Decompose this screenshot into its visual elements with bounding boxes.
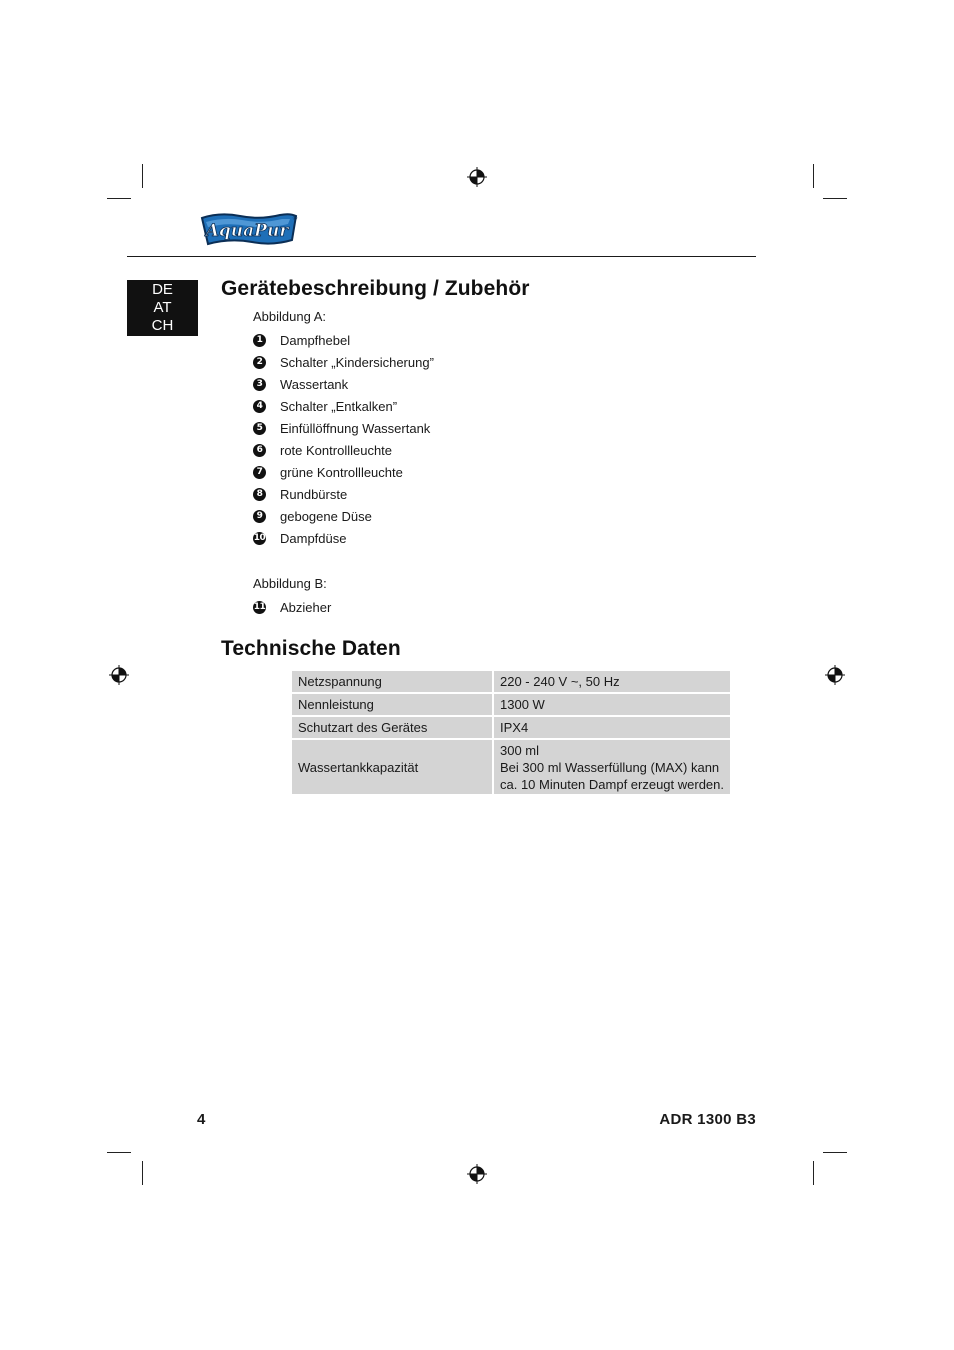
list-item: 8 Rundbürste bbox=[253, 483, 434, 505]
number-circle-icon: 9 bbox=[253, 510, 266, 523]
list-item: 3 Wassertank bbox=[253, 373, 434, 395]
crop-mark bbox=[142, 1161, 143, 1185]
svg-text:®: ® bbox=[292, 215, 298, 222]
figure-b-label: Abbildung B: bbox=[253, 576, 327, 591]
spec-value: 220 - 240 V ~, 50 Hz bbox=[493, 670, 731, 693]
registration-mark-icon bbox=[825, 665, 845, 685]
spec-key: Schutzart des Gerätes bbox=[291, 716, 493, 739]
svg-text:AquaPur: AquaPur bbox=[205, 221, 289, 241]
crop-mark bbox=[813, 164, 814, 188]
parts-list-a bbox=[253, 329, 434, 549]
spec-table bbox=[290, 669, 732, 796]
number-circle-icon: 2 bbox=[253, 356, 266, 369]
list-item: 10 Dampfdüse bbox=[253, 530, 347, 546]
table-row bbox=[291, 716, 731, 739]
list-item: 9 gebogene Düse bbox=[253, 505, 434, 527]
section-title-description: Gerätebeschreibung / Zubehör bbox=[221, 277, 530, 300]
number-circle-icon: 10 bbox=[253, 533, 266, 543]
registration-mark-icon bbox=[467, 1164, 487, 1184]
number-circle-icon: 5 bbox=[253, 422, 266, 435]
lang-ch: CH bbox=[151, 317, 174, 334]
spec-key: Nennleistung bbox=[291, 693, 493, 716]
list-item: 4 Schalter „Entkalken” bbox=[253, 395, 434, 417]
number-circle-icon: 8 bbox=[253, 488, 266, 501]
crop-mark bbox=[107, 198, 131, 199]
table-row bbox=[291, 670, 731, 693]
spec-value: IPX4 bbox=[493, 716, 731, 739]
crop-mark bbox=[823, 198, 847, 199]
page-number: 4 bbox=[197, 1111, 206, 1128]
crop-mark bbox=[107, 1152, 131, 1153]
number-circle-icon: 7 bbox=[253, 466, 266, 479]
model-number: ADR 1300 B3 bbox=[659, 1111, 756, 1128]
list-item: 1 Dampfhebel bbox=[253, 329, 434, 351]
table-row bbox=[291, 693, 731, 716]
header-rule bbox=[127, 256, 756, 257]
spec-key: Netzspannung bbox=[291, 670, 493, 693]
lang-de: DE bbox=[152, 281, 173, 298]
number-circle-icon: 1 bbox=[253, 334, 266, 347]
spec-key: Wassertankkapazität bbox=[291, 739, 493, 795]
crop-mark bbox=[142, 164, 143, 188]
list-item: 11 Abzieher bbox=[253, 599, 332, 615]
spec-value: 300 ml Bei 300 ml Wasserfüllung (MAX) kann ca. 10 Minuten Dampf erzeugt werden. bbox=[493, 739, 731, 795]
registration-mark-icon bbox=[467, 167, 487, 187]
list-item: 2 Schalter „Kindersicherung” bbox=[253, 351, 434, 373]
list-item: 5 Einfüllöffnung Wassertank bbox=[253, 417, 434, 439]
list-item: 6 rote Kontrollleuchte bbox=[253, 439, 434, 461]
number-circle-icon: 4 bbox=[253, 400, 266, 413]
spec-value: 1300 W bbox=[493, 693, 731, 716]
list-item: 7 grüne Kontrollleuchte bbox=[253, 461, 434, 483]
section-title-specs: Technische Daten bbox=[221, 637, 401, 660]
number-circle-icon: 3 bbox=[253, 378, 266, 391]
crop-mark bbox=[813, 1161, 814, 1185]
registration-mark-icon bbox=[109, 665, 129, 685]
lang-at: AT bbox=[153, 299, 172, 316]
number-circle-icon: 6 bbox=[253, 444, 266, 457]
figure-a-label: Abbildung A: bbox=[253, 309, 327, 324]
aquapur-logo bbox=[200, 210, 298, 248]
parts-list-b bbox=[253, 596, 331, 618]
crop-mark bbox=[823, 1152, 847, 1153]
language-tab bbox=[127, 280, 198, 336]
table-row bbox=[291, 739, 731, 795]
number-circle-icon: 11 bbox=[253, 602, 266, 612]
